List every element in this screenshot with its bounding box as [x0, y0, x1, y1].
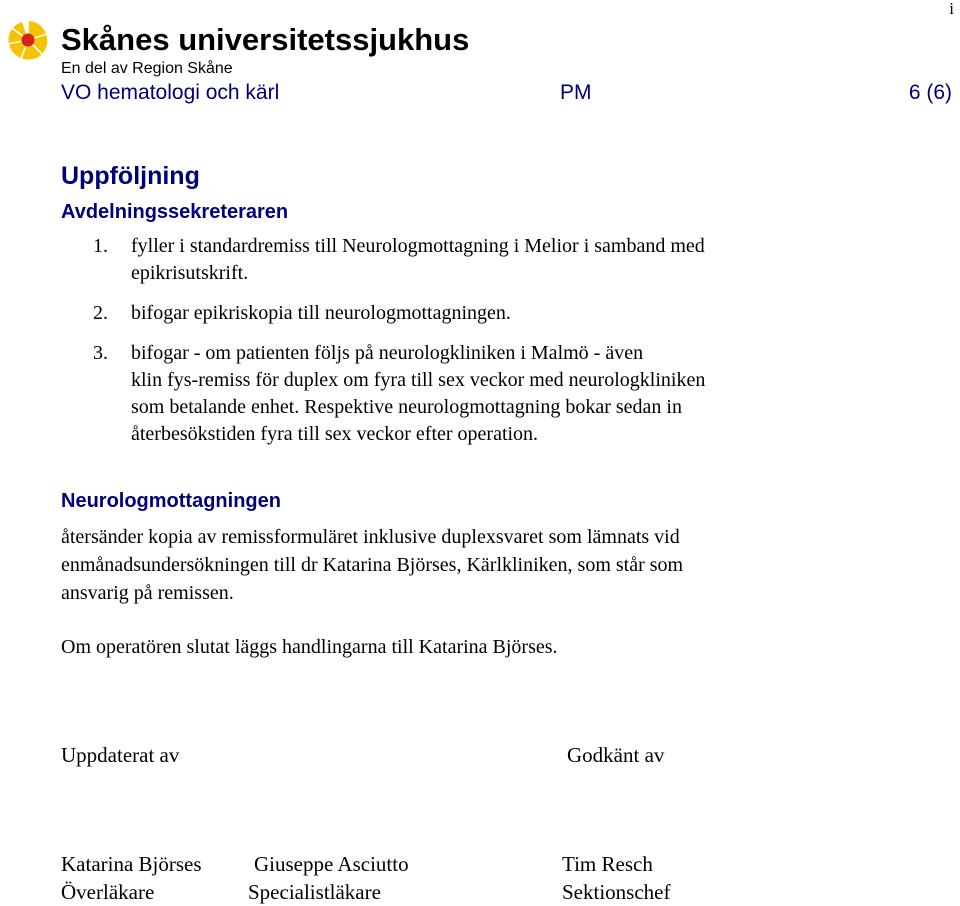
signatory-name-bjorses: Katarina Björses: [61, 852, 202, 876]
approved-by-label: Godkänt av: [567, 743, 665, 767]
paragraph-line: ansvarig på remissen.: [61, 582, 234, 604]
list-item: [61, 340, 901, 448]
list-item: [61, 233, 901, 287]
step-text-line: bifogar - om patienten följs på neurologkliniken i Malmö - även: [131, 342, 644, 364]
neurology-paragraph: [61, 523, 881, 607]
step-number: 3.: [93, 342, 108, 364]
paragraph-line: återsänder kopia av remissformuläret inklusive duplexsvaret som lämnats vid: [61, 526, 680, 548]
step-text-line: fyller i standardremiss till Neurologmottagning i Melior i samband med: [131, 235, 705, 257]
organization-subtitle: En del av Region Skåne: [61, 60, 233, 77]
step-number: 2.: [93, 302, 108, 324]
paragraph-line: enmånadsundersökningen till dr Katarina Björses, Kärlkliniken, som står som: [61, 554, 684, 576]
step-text-line: som betalande enhet. Respektive neurologmottagning bokar sedan in: [131, 396, 682, 418]
step-text-line: bifogar epikriskopia till neurologmottagningen.: [131, 302, 511, 324]
step-text-line: klin fys-remiss för duplex om fyra till sex veckor med neurologkliniken: [131, 369, 706, 391]
header-unit: VO hematologi och kärl: [61, 81, 280, 104]
signatory-title-asciutto: Specialistläkare: [248, 880, 381, 904]
updated-by-label: Uppdaterat av: [61, 743, 180, 767]
signatory-title-resch: Sektionschef: [562, 880, 671, 904]
header-page-number: 6 (6): [908, 81, 952, 104]
organization-name: Skånes universitetssjukhus: [61, 22, 470, 57]
section-title: Uppföljning: [61, 162, 200, 190]
list-item: [61, 300, 901, 327]
page-corner-mark: i: [949, 0, 954, 18]
signatory-name-resch: Tim Resch: [562, 852, 653, 876]
step-text-line: epikrisutskrift.: [131, 262, 249, 284]
secretary-steps-list: [61, 233, 901, 448]
operator-note: Om operatören slutat läggs handlingarna till Katarina Björses.: [61, 636, 558, 658]
signatory-name-asciutto: Giuseppe Asciutto: [254, 852, 409, 876]
header-doc-type: PM: [560, 81, 592, 104]
signatory-title-bjorses: Överläkare: [61, 880, 155, 904]
region-skane-logo-icon: [6, 18, 50, 62]
neurology-heading: Neurologmottagningen: [61, 490, 281, 512]
step-number: 1.: [93, 235, 108, 257]
secretary-heading: Avdelningssekreteraren: [61, 201, 289, 223]
step-text-line: återbesökstiden fyra till sex veckor efter operation.: [131, 423, 539, 445]
